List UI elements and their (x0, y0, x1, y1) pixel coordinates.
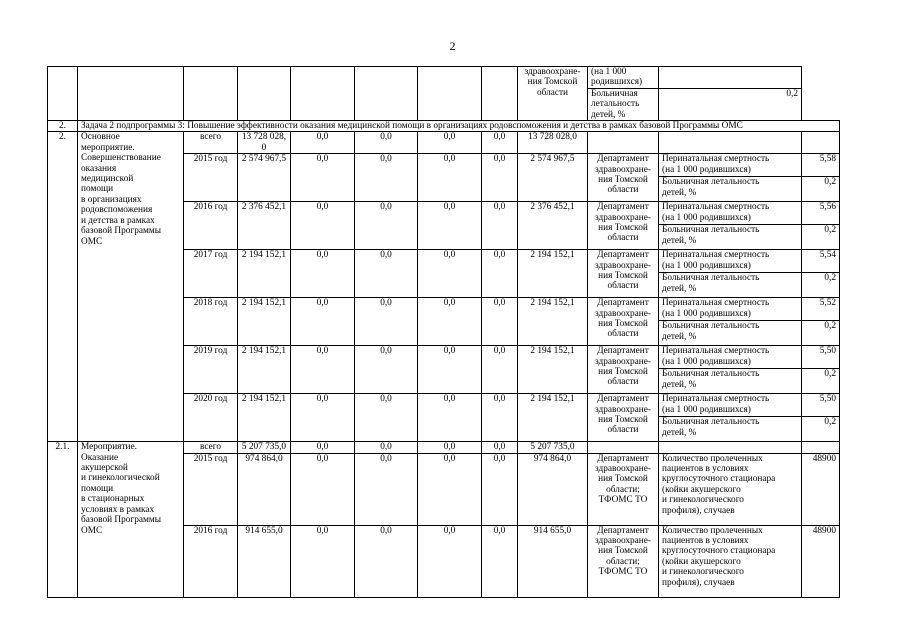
amount-cell: 2 194 152,1 (238, 394, 291, 442)
empty-cell (184, 67, 238, 121)
indicator-cell: Больничная летальность детей, % (659, 417, 802, 442)
amount-cell: 0,0 (291, 453, 355, 525)
amount-cell: 0,0 (291, 346, 355, 394)
value-cell: 0,2 (802, 225, 840, 250)
value-cell: 0,2 (802, 417, 840, 442)
amount-cell: 0,0 (482, 442, 518, 453)
amount-cell: 2 376 452,1 (518, 202, 588, 250)
amount-cell: 2 194 152,1 (238, 250, 291, 298)
amount-cell: 0,0 (482, 394, 518, 442)
amount-cell: 0,0 (482, 202, 518, 250)
year-cell: 2016 год (184, 202, 238, 250)
indicator-cell: Больничная летальность детей, % (659, 273, 802, 298)
amount-cell: 0,0 (291, 132, 355, 154)
amount-cell: 0,0 (418, 298, 482, 346)
amount-cell: 974 864,0 (518, 453, 588, 525)
indicator-cell: Перинатальная смертность (на 1 000 родившихся) (659, 298, 802, 321)
amount-cell: 0,0 (355, 250, 418, 298)
year-cell: 2020 год (184, 394, 238, 442)
amount-cell: 0,0 (482, 298, 518, 346)
year-cell: всего (184, 132, 238, 154)
amount-cell: 2 574 967,5 (518, 154, 588, 202)
amount-cell: 0,0 (291, 202, 355, 250)
amount-cell: 0,0 (291, 525, 355, 597)
amount-cell: 0,0 (482, 525, 518, 597)
indicator-cell: Перинатальная смертность (на 1 000 родившихся) (659, 394, 802, 417)
amount-cell: 0,0 (355, 132, 418, 154)
empty-cell (355, 67, 418, 121)
empty-cell (659, 132, 802, 154)
amount-cell: 13 728 028,0 (518, 132, 588, 154)
amount-cell: 13 728 028, 0 (238, 132, 291, 154)
amount-cell: 5 207 735,0 (238, 442, 291, 453)
empty-cell (659, 67, 802, 89)
year-cell: всего (184, 442, 238, 453)
amount-cell: 0,0 (482, 132, 518, 154)
indicator-cell: Количество пролеченных пациентов в условиях круглосуточного стационара (койки акушерского и гинекологического профиля), случаев (659, 525, 802, 597)
amount-cell: 0,0 (482, 346, 518, 394)
amount-cell: 914 655,0 (238, 525, 291, 597)
indicator-cell: Больничная летальность детей, % (659, 177, 802, 202)
activity-number: 2.1. (48, 442, 78, 597)
empty-cell (291, 67, 355, 121)
empty-cell (659, 442, 802, 453)
year-cell: 2015 год (184, 154, 238, 202)
page-number: 2 (449, 39, 456, 53)
amount-cell: 0,0 (291, 442, 355, 453)
dept-cell: здравоохране- ния Томской области (518, 67, 588, 121)
dept-cell: Департамент здравоохране- ния Томской области (588, 394, 659, 442)
amount-cell: 0,0 (418, 442, 482, 453)
amount-cell: 0,0 (355, 298, 418, 346)
indicator-cell: Перинатальная смертность (на 1 000 родившихся) (659, 250, 802, 273)
dept-cell: Департамент здравоохране- ния Томской области (588, 154, 659, 202)
amount-cell: 0,0 (355, 453, 418, 525)
empty-cell (588, 442, 659, 453)
amount-cell: 0,0 (355, 202, 418, 250)
amount-cell: 0,0 (355, 525, 418, 597)
value-cell: 0,2 (802, 273, 840, 298)
indicator-cell: Больничная летальность детей, % (588, 88, 659, 120)
value-cell: 5,54 (802, 250, 840, 273)
total-row (48, 132, 840, 154)
year-cell: 2017 год (184, 250, 238, 298)
amount-cell: 0,0 (418, 154, 482, 202)
amount-cell: 2 194 152,1 (518, 250, 588, 298)
indicator-cell: Перинатальная смертность (на 1 000 родившихся) (659, 154, 802, 177)
empty-cell (588, 132, 659, 154)
dept-cell: Департамент здравоохране- ния Томской области (588, 250, 659, 298)
total-row (48, 442, 840, 453)
value-cell: 48900 (802, 525, 840, 597)
value-cell: 0,2 (802, 177, 840, 202)
amount-cell: 2 376 452,1 (238, 202, 291, 250)
empty-cell (78, 67, 184, 121)
amount-cell: 5 207 735,0 (518, 442, 588, 453)
task-row (48, 121, 840, 132)
program-table (47, 66, 840, 598)
value-cell: 5,56 (802, 202, 840, 225)
indicator-cell: Перинатальная смертность (на 1 000 родившихся) (659, 346, 802, 369)
empty-cell (238, 67, 291, 121)
amount-cell: 0,0 (482, 453, 518, 525)
amount-cell: 0,0 (355, 394, 418, 442)
amount-cell: 2 194 152,1 (518, 394, 588, 442)
amount-cell: 0,0 (291, 250, 355, 298)
amount-cell: 0,0 (418, 202, 482, 250)
task-number: 2. (48, 121, 78, 132)
amount-cell: 2 194 152,1 (518, 298, 588, 346)
empty-cell (802, 132, 840, 154)
empty-cell (482, 67, 518, 121)
value-cell: 5,58 (802, 154, 840, 177)
continuation-row (48, 67, 840, 89)
amount-cell: 0,0 (291, 394, 355, 442)
activity-name: Мероприятие. Оказание акушерской и гинекологической помощи в стационарных условиях в рамках базовой Программы ОМС (78, 442, 184, 597)
value-cell: 5,50 (802, 346, 840, 369)
amount-cell: 0,0 (418, 394, 482, 442)
amount-cell: 0,0 (355, 442, 418, 453)
amount-cell: 0,0 (418, 132, 482, 154)
dept-cell: Департамент здравоохране- ния Томской области (588, 298, 659, 346)
indicator-cell: (на 1 000 родившихся) (588, 67, 659, 89)
amount-cell: 974 864,0 (238, 453, 291, 525)
amount-cell: 0,0 (418, 525, 482, 597)
indicator-cell: Количество пролеченных пациентов в условиях круглосуточного стационара (койки акушерского и гинекологического профиля), случаев (659, 453, 802, 525)
amount-cell: 0,0 (418, 250, 482, 298)
value-cell: 48900 (802, 453, 840, 525)
indicator-cell: Больничная летальность детей, % (659, 321, 802, 346)
amount-cell: 2 574 967,5 (238, 154, 291, 202)
amount-cell: 0,0 (482, 250, 518, 298)
year-cell: 2016 год (184, 525, 238, 597)
amount-cell: 0,0 (291, 298, 355, 346)
year-cell: 2015 год (184, 453, 238, 525)
dept-cell: Департамент здравоохране- ния Томской области; ТФОМС ТО (588, 525, 659, 597)
dept-cell: Департамент здравоохране- ния Томской области (588, 202, 659, 250)
indicator-cell: Больничная летальность детей, % (659, 369, 802, 394)
amount-cell: 2 194 152,1 (238, 298, 291, 346)
value-cell: 5,52 (802, 298, 840, 321)
year-cell: 2018 год (184, 298, 238, 346)
amount-cell: 2 194 152,1 (518, 346, 588, 394)
amount-cell: 0,0 (418, 346, 482, 394)
empty-cell (802, 442, 840, 453)
activity-name: Основное мероприятие. Совершенствование оказания медицинской помощи в организациях родовспоможения и детства в рамках базовой Программы ОМС (78, 132, 184, 442)
amount-cell: 0,0 (418, 453, 482, 525)
amount-cell: 0,0 (355, 346, 418, 394)
amount-cell: 0,0 (291, 154, 355, 202)
activity-number: 2. (48, 132, 78, 442)
amount-cell: 0,0 (482, 154, 518, 202)
dept-cell: Департамент здравоохране- ния Томской области; ТФОМС ТО (588, 453, 659, 525)
amount-cell: 914 655,0 (518, 525, 588, 597)
value-cell: 0,2 (659, 88, 802, 120)
year-cell: 2019 год (184, 346, 238, 394)
empty-cell (48, 67, 78, 121)
value-cell: 0,2 (802, 369, 840, 394)
empty-cell (418, 67, 482, 121)
indicator-cell: Больничная летальность детей, % (659, 225, 802, 250)
dept-cell: Департамент здравоохране- ния Томской области (588, 346, 659, 394)
value-cell: 0,2 (802, 321, 840, 346)
amount-cell: 2 194 152,1 (238, 346, 291, 394)
value-cell: 5,50 (802, 394, 840, 417)
indicator-cell: Перинатальная смертность (на 1 000 родившихся) (659, 202, 802, 225)
task-title: Задача 2 подпрограммы 3: Повышение эффективности оказания медицинской помощи в организациях родовспоможения и детства в рамках базовой Программы ОМС (78, 121, 840, 132)
amount-cell: 0,0 (355, 154, 418, 202)
